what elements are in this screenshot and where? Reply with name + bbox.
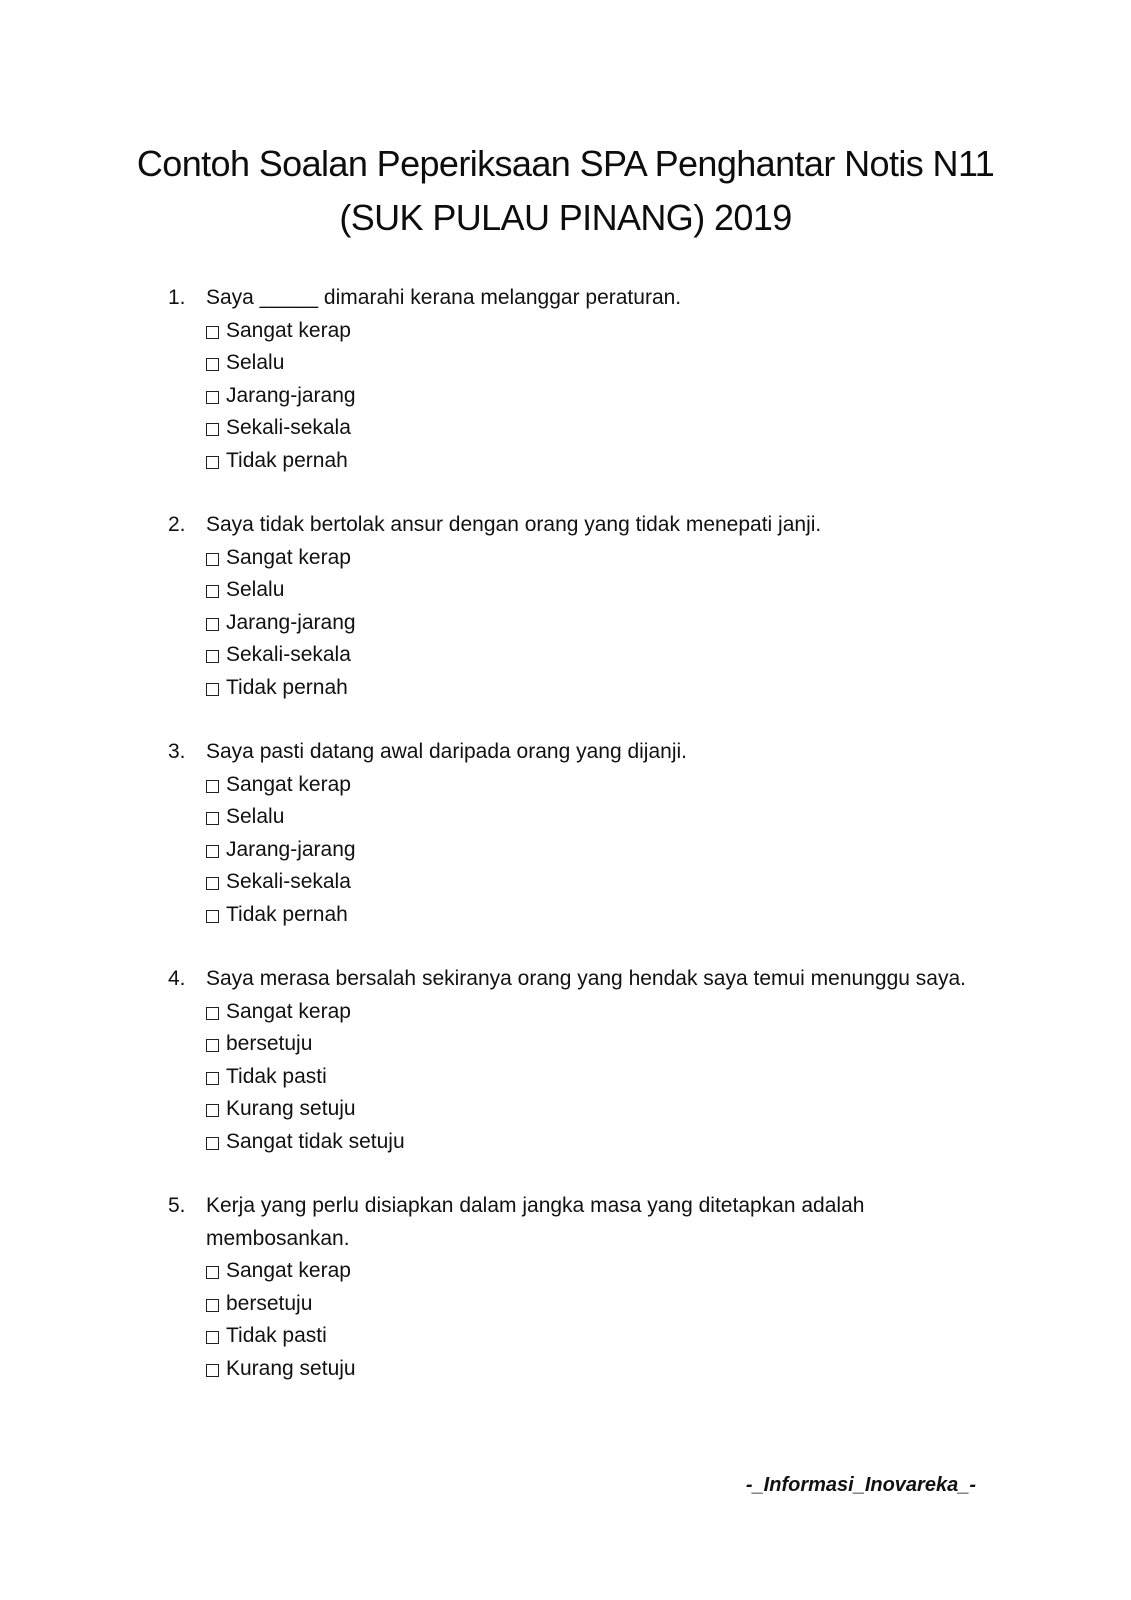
checkbox-icon[interactable] — [206, 1072, 219, 1085]
checkbox-icon[interactable] — [206, 326, 219, 339]
option-item[interactable] — [206, 542, 968, 575]
checkbox-icon[interactable] — [206, 1137, 219, 1150]
option-label: Tidak pernah — [226, 902, 348, 926]
option-label: Selalu — [226, 351, 285, 374]
question-text: Saya pasti datang awal daripada orang yang dijanji. — [206, 740, 688, 763]
checkbox-icon[interactable] — [206, 391, 219, 404]
checkbox-icon[interactable] — [206, 1039, 219, 1052]
option-label: bersetuju — [226, 1032, 313, 1055]
option-item[interactable] — [206, 834, 968, 867]
checkbox-icon[interactable] — [206, 585, 219, 598]
option-label: Sekali-sekala — [226, 416, 351, 439]
option-label: Sekali-sekala — [226, 870, 351, 893]
title-line-2: (SUK PULAU PINANG) 2019 — [339, 197, 792, 238]
option-label: Selalu — [226, 578, 285, 601]
option-item[interactable] — [206, 607, 968, 640]
option-item[interactable] — [206, 1353, 968, 1386]
option-item[interactable] — [206, 672, 968, 705]
checkbox-icon[interactable] — [206, 1266, 219, 1279]
checkbox-icon[interactable] — [206, 1007, 219, 1020]
question-1 — [168, 282, 968, 477]
option-label: Tidak pernah — [226, 448, 348, 472]
question-number: 4. — [168, 967, 186, 990]
option-item[interactable] — [206, 639, 968, 672]
option-item[interactable] — [206, 1255, 968, 1288]
checkbox-icon[interactable] — [206, 1331, 219, 1344]
checkbox-icon[interactable] — [206, 650, 219, 663]
option-label: Selalu — [226, 805, 285, 828]
option-label: Tidak pasti — [226, 1064, 327, 1088]
option-item[interactable] — [206, 315, 968, 348]
option-item[interactable] — [206, 866, 968, 899]
question-number: 1. — [168, 286, 186, 309]
title-line-1: Contoh Soalan Peperiksaan SPA Penghantar Notis N11 — [136, 143, 995, 184]
option-label: Sangat kerap — [226, 999, 351, 1023]
question-text: Saya tidak bertolak ansur dengan orang yang tidak menepati janji. — [206, 513, 822, 536]
option-item[interactable] — [206, 445, 968, 478]
option-item[interactable] — [206, 1320, 968, 1353]
option-label: Sangat tidak setuju — [226, 1129, 405, 1153]
checkbox-icon[interactable] — [206, 845, 219, 858]
page-title — [0, 137, 1131, 245]
option-item[interactable] — [206, 412, 968, 445]
option-label: Sekali-sekala — [226, 643, 351, 666]
option-item[interactable] — [206, 1288, 968, 1321]
option-item[interactable] — [206, 1126, 968, 1159]
question-text: Saya _____ dimarahi kerana melanggar peraturan. — [206, 286, 682, 309]
option-label: Jarang-jarang — [226, 837, 356, 861]
option-item[interactable] — [206, 1028, 968, 1061]
question-number: 3. — [168, 740, 186, 763]
question-4 — [168, 963, 968, 1158]
checkbox-icon[interactable] — [206, 877, 219, 890]
checkbox-icon[interactable] — [206, 812, 219, 825]
option-item[interactable] — [206, 574, 968, 607]
question-2 — [168, 509, 968, 704]
option-item[interactable] — [206, 996, 968, 1029]
question-list — [168, 282, 968, 1385]
option-item[interactable] — [206, 899, 968, 932]
option-label: Sangat kerap — [226, 1259, 351, 1282]
option-label: Sangat kerap — [226, 318, 351, 342]
option-item[interactable] — [206, 769, 968, 802]
option-label: bersetuju — [226, 1291, 313, 1315]
option-label: Jarang-jarang — [226, 610, 356, 634]
option-item[interactable] — [206, 1061, 968, 1094]
checkbox-icon[interactable] — [206, 456, 219, 469]
option-item[interactable] — [206, 380, 968, 413]
option-label: Tidak pasti — [226, 1324, 327, 1347]
option-label: Kurang setuju — [226, 1097, 356, 1120]
option-label: Jarang-jarang — [226, 383, 356, 407]
option-item[interactable] — [206, 1093, 968, 1126]
checkbox-icon[interactable] — [206, 423, 219, 436]
footer-watermark: -_Informasi_Inovareka_- — [745, 1474, 976, 1496]
checkbox-icon[interactable] — [206, 910, 219, 923]
option-label: Kurang setuju — [226, 1356, 356, 1380]
option-label: Sangat kerap — [226, 772, 351, 796]
question-5 — [168, 1190, 968, 1385]
checkbox-icon[interactable] — [206, 1364, 219, 1377]
checkbox-icon[interactable] — [206, 1299, 219, 1312]
checkbox-icon[interactable] — [206, 358, 219, 371]
option-label: Sangat kerap — [226, 545, 351, 569]
question-number: 2. — [168, 513, 186, 536]
checkbox-icon[interactable] — [206, 618, 219, 631]
checkbox-icon[interactable] — [206, 1104, 219, 1117]
question-text: Kerja yang perlu disiapkan dalam jangka masa yang ditetapkan adalah membosankan. — [206, 1194, 865, 1250]
checkbox-icon[interactable] — [206, 553, 219, 566]
question-3 — [168, 736, 968, 931]
option-item[interactable] — [206, 801, 968, 834]
option-label: Tidak pernah — [226, 675, 348, 699]
option-item[interactable] — [206, 347, 968, 380]
question-number: 5. — [168, 1194, 186, 1217]
checkbox-icon[interactable] — [206, 780, 219, 793]
checkbox-icon[interactable] — [206, 683, 219, 696]
question-text: Saya merasa bersalah sekiranya orang yang hendak saya temui menunggu saya. — [206, 967, 966, 990]
